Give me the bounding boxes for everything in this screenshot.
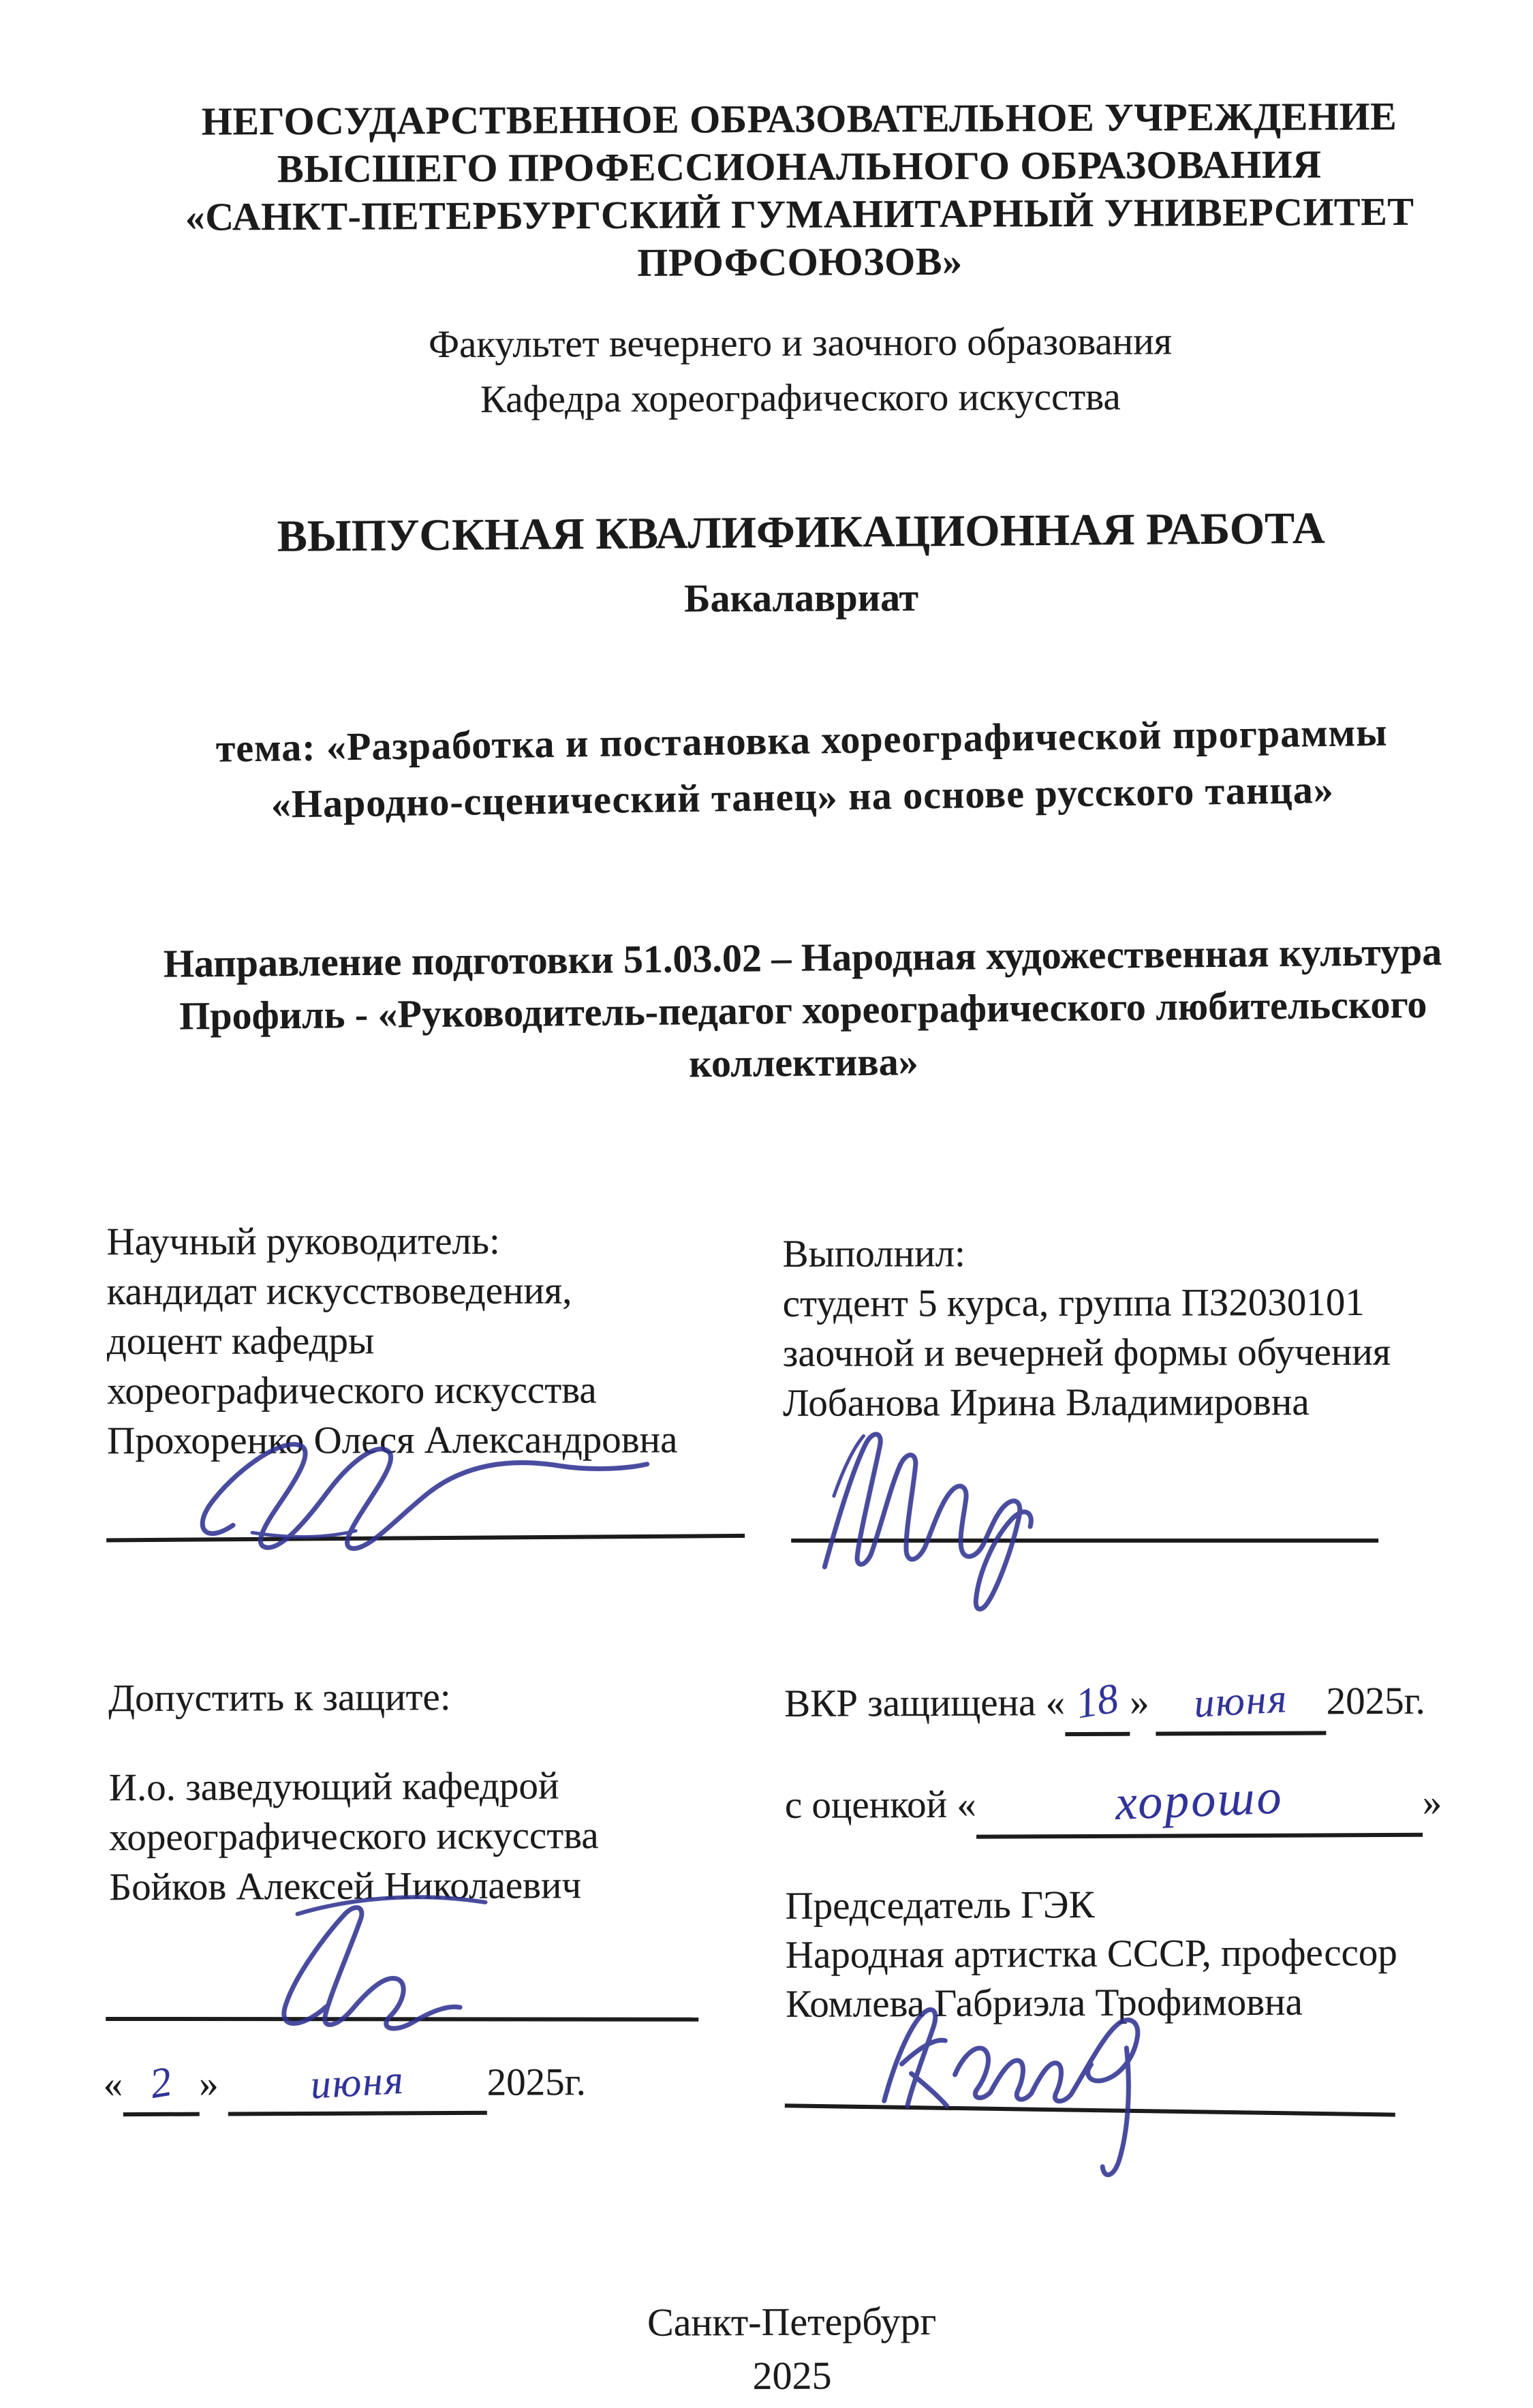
defense-year: 2025г. bbox=[1326, 1679, 1425, 1723]
admission-position-2: хореографического искусства bbox=[108, 1814, 599, 1859]
university-line-2: ВЫСШЕГО ПРОФЕССИОНАЛЬНОГО ОБРАЗОВАНИЯ bbox=[277, 142, 1322, 191]
admission-head-name: Бойков Алексей Николаевич bbox=[109, 1864, 582, 1909]
degree-level: Бакалавриат bbox=[684, 575, 919, 621]
direction-line-3: коллектива» bbox=[689, 1039, 918, 1086]
admission-quote-open: « bbox=[103, 2063, 123, 2106]
defense-grade-row bbox=[784, 1769, 1442, 1840]
university-line-3: «САНКТ-ПЕТЕРБУРГСКИЙ ГУМАНИТАРНЫЙ УНИВЕРСИТЕТ bbox=[185, 189, 1414, 239]
footer-block bbox=[46, 2291, 1533, 2406]
direction-block bbox=[74, 924, 1533, 1096]
work-type-title: ВЫПУСКНАЯ КВАЛИФИКАЦИОННАЯ РАБОТА bbox=[277, 503, 1325, 561]
direction-line-1: Направление подготовки 51.03.02 – Народная художественная культура bbox=[163, 929, 1442, 986]
defense-month-handwritten: июня bbox=[1192, 1676, 1290, 1726]
defense-prefix: ВКР защищена « bbox=[784, 1681, 1066, 1725]
defense-quote-close: » bbox=[1130, 1680, 1149, 1724]
advisor-position: доцент кафедры bbox=[106, 1319, 375, 1363]
faculty-block bbox=[71, 312, 1530, 429]
author-study-form: заочной и вечерней формы обучения bbox=[782, 1330, 1391, 1375]
direction-line-2: Профиль - «Руководитель-педагог хореографического любительского bbox=[179, 981, 1427, 1038]
admission-block bbox=[109, 1760, 791, 1912]
defense-day-handwritten: 18 bbox=[1072, 1675, 1122, 1728]
admission-signature-line bbox=[106, 2017, 698, 2022]
theme-line-2: «Народно-сценический танец» на основе русского танца» bbox=[270, 767, 1335, 827]
author-signature-line bbox=[791, 1539, 1378, 1543]
chair-title: Председатель ГЭК bbox=[785, 1883, 1095, 1928]
grade-handwritten: хорошо bbox=[1114, 1769, 1284, 1831]
author-signature bbox=[824, 1434, 1031, 1610]
admission-date-row bbox=[103, 2056, 586, 2116]
department-line: Кафедра хореографического искусства bbox=[480, 375, 1121, 421]
theme-line-1: тема: «Разработка и постановка хореографической программы bbox=[215, 709, 1388, 771]
advisor-signature-line bbox=[106, 1534, 745, 1543]
admission-day-slot bbox=[123, 2058, 199, 2116]
footer-city: Санкт-Петербург bbox=[647, 2298, 937, 2345]
author-label: Выполнил: bbox=[782, 1232, 965, 1276]
grade-suffix: » bbox=[1422, 1780, 1442, 1824]
grade-slot bbox=[976, 1769, 1423, 1839]
university-line-1: НЕГОСУДАРСТВЕННОЕ ОБРАЗОВАТЕЛЬНОЕ УЧРЕЖДЕНИЕ bbox=[201, 93, 1397, 144]
chair-name: Комлева Габриэла Трофимовна bbox=[785, 1980, 1303, 2026]
admission-position-1: И.о. заведующий кафедрой bbox=[108, 1764, 559, 1810]
author-column bbox=[782, 1228, 1478, 1428]
admission-signature bbox=[283, 1897, 486, 2029]
chair-block bbox=[785, 1879, 1397, 2029]
admission-title: Допустить к защите: bbox=[108, 1676, 451, 1720]
admission-day-handwritten: 2 bbox=[146, 2058, 175, 2108]
university-line-4: ПРОФСОЮЗОВ» bbox=[637, 238, 963, 285]
defense-month-slot bbox=[1156, 1676, 1327, 1735]
author-group: студент 5 курса, группа ПЗ2030101 bbox=[782, 1280, 1365, 1325]
chair-signature-line bbox=[785, 2103, 1395, 2116]
university-header bbox=[70, 92, 1529, 289]
advisor-degree: кандидат искусствоведения, bbox=[106, 1269, 572, 1314]
author-name: Лобанова Ирина Владимировна bbox=[782, 1380, 1310, 1425]
theme-block bbox=[72, 702, 1532, 835]
advisor-column bbox=[106, 1216, 788, 1466]
faculty-line: Факультет вечернего и заочного образования bbox=[428, 320, 1173, 367]
footer-year: 2025 bbox=[752, 2353, 832, 2398]
admission-quote-close: » bbox=[198, 2062, 219, 2105]
admission-month-handwritten: июня bbox=[309, 2056, 406, 2108]
admission-year: 2025г. bbox=[486, 2060, 586, 2104]
defense-day-slot bbox=[1065, 1675, 1130, 1736]
advisor-department: хореографического искусства bbox=[106, 1368, 597, 1413]
defense-date-row bbox=[784, 1675, 1425, 1738]
advisor-label: Научный руководитель: bbox=[106, 1219, 500, 1264]
advisor-name: Прохоренко Олеся Александровна bbox=[107, 1418, 678, 1463]
grade-prefix: с оценкой « bbox=[784, 1782, 976, 1827]
chair-rank: Народная артистка СССР, профессор bbox=[785, 1930, 1397, 1977]
admission-month-slot bbox=[228, 2056, 486, 2116]
chair-signature bbox=[884, 2009, 1139, 2176]
